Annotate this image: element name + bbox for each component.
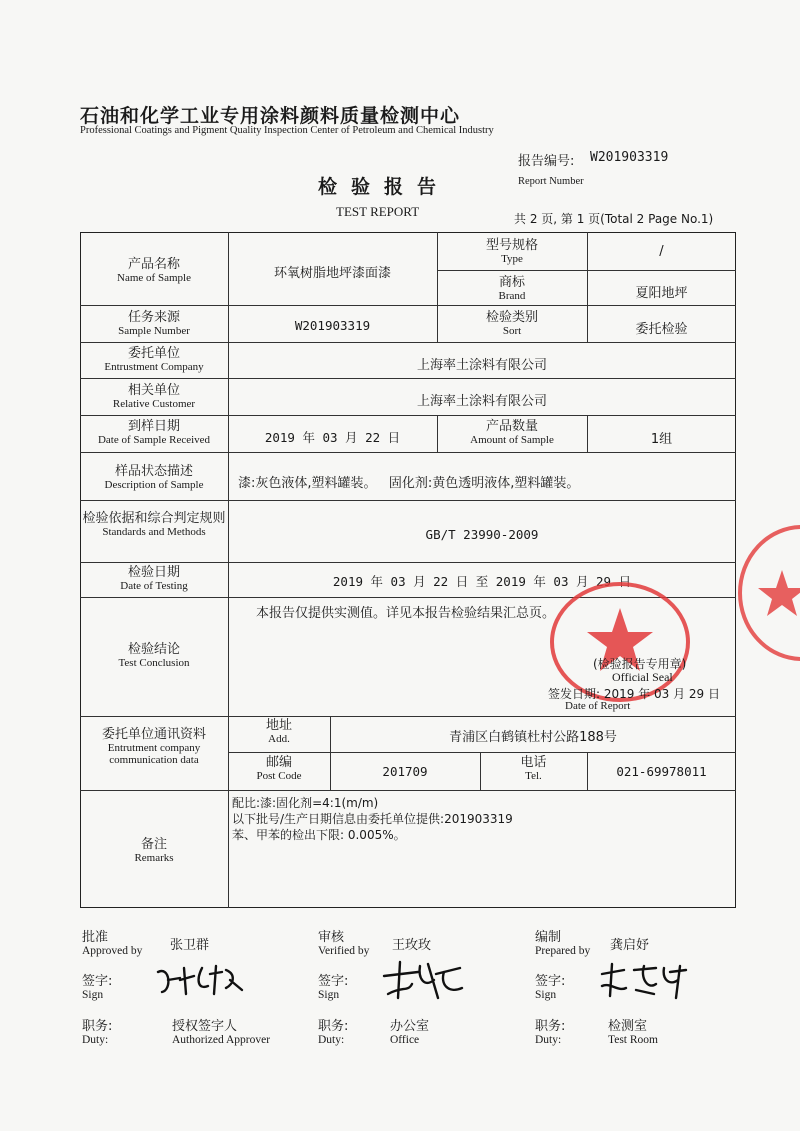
org-name-cn: 石油和化学工业专用涂料颜料质量检测中心 bbox=[80, 105, 461, 127]
remarks-text bbox=[232, 795, 513, 843]
date-testing-value: 2019 年 03 月 22 日 至 2019 年 03 月 29 日 bbox=[332, 574, 632, 589]
approved-name: 张卫群 bbox=[170, 938, 210, 953]
report-number-value: W201903319 bbox=[590, 150, 669, 165]
tel-value: 021-69978011 bbox=[616, 764, 707, 779]
verified-duty-value: 办公室 Office bbox=[390, 1019, 430, 1046]
prepared-name: 龚启妤 bbox=[610, 938, 650, 953]
prepared-duty-label: 职务: Duty: bbox=[535, 1019, 566, 1046]
prepared-signature-icon bbox=[596, 960, 696, 1002]
prepared-duty-value: 检测室 Test Room bbox=[608, 1019, 658, 1046]
sort-label: 检验类别 Sort bbox=[485, 310, 538, 338]
conclusion-label: 检验结论 Test Conclusion bbox=[118, 642, 190, 670]
verified-name: 王玫玫 bbox=[392, 938, 432, 953]
verified-signature-icon bbox=[378, 958, 468, 1004]
seal-caption-en: Official Seal bbox=[612, 670, 673, 684]
name-of-sample-value: 环氧树脂地坪漆面漆 bbox=[273, 266, 391, 281]
verified-sign-label: 签字: Sign bbox=[318, 974, 349, 1001]
brand-label: 商标 Brand bbox=[498, 275, 526, 303]
amount-label: 产品数量 Amount of Sample bbox=[470, 419, 554, 447]
sample-number-value: W201903319 bbox=[294, 318, 371, 333]
standards-value: GB/T 23990-2009 bbox=[425, 527, 539, 542]
prepared-label: 编制 Prepared by bbox=[535, 930, 591, 957]
approved-signature-icon bbox=[150, 960, 250, 1000]
postcode-label: 邮编 Post Code bbox=[256, 755, 302, 783]
type-label: 型号规格 Type bbox=[485, 238, 538, 266]
communication-label: 委托单位通讯资料 Entrutment company communication data bbox=[101, 727, 206, 767]
relative-customer-label: 相关单位 Relative Customer bbox=[112, 383, 196, 411]
description-value: 漆:灰色液体,塑料罐装。 固化剂:黄色透明液体,塑料罐装。 bbox=[238, 476, 580, 491]
description-label: 样品状态描述 Description of Sample bbox=[104, 464, 204, 492]
name-of-sample-label: 产品名称 Name of Sample bbox=[117, 257, 191, 285]
tel-label: 电话 Tel. bbox=[520, 755, 547, 783]
verified-label: 审核 Verified by bbox=[318, 930, 370, 957]
remarks-label: 备注 Remarks bbox=[134, 837, 174, 865]
approved-duty-label: 职务: Duty: bbox=[82, 1019, 113, 1046]
report-number-label: 报告编号: bbox=[518, 154, 575, 169]
postcode-value: 201709 bbox=[382, 764, 428, 779]
org-name-en: Professional Coatings and Pigment Quality Inspection Center of Petroleum and Chemical Industry bbox=[80, 125, 494, 136]
remarks-line: 配比:漆:固化剂=4:1(m/m) bbox=[232, 796, 379, 810]
brand-value: 夏阳地坪 bbox=[635, 286, 688, 301]
standards-label: 检验依据和综合判定规则 Standards and Methods bbox=[82, 511, 226, 539]
relative-customer-value: 上海率土涂料有限公司 bbox=[416, 394, 547, 409]
sample-number-label: 任务来源 Sample Number bbox=[118, 310, 190, 338]
sort-value: 委托检验 bbox=[635, 322, 688, 337]
entrustment-company-value: 上海率土涂料有限公司 bbox=[416, 358, 547, 373]
approved-label: 批准 Approved by bbox=[82, 930, 143, 957]
report-title-cn: 检验报告 bbox=[318, 176, 451, 198]
prepared-sign-label: 签字: Sign bbox=[535, 974, 566, 1001]
type-value: / bbox=[659, 244, 664, 259]
date-received-label: 到样日期 Date of Sample Received bbox=[97, 419, 211, 447]
approved-duty-value: 授权签字人 Authorized Approver bbox=[172, 1019, 271, 1046]
date-testing-label: 检验日期 Date of Testing bbox=[120, 565, 188, 593]
amount-value: 1组 bbox=[650, 432, 673, 447]
entrustment-company-label: 委托单位 Entrustment Company bbox=[104, 346, 204, 374]
conclusion-text: 本报告仅提供实测值。详见本报告检验结果汇总页。 bbox=[256, 606, 556, 621]
issue-date-label-en: Date of Report bbox=[565, 700, 631, 712]
date-received-value: 2019 年 03 月 22 日 bbox=[264, 430, 401, 445]
page-count: 共 2 页, 第 1 页(Total 2 Page No.1) bbox=[514, 212, 714, 226]
remarks-line: 苯、甲苯的检出下限: 0.005%。 bbox=[232, 828, 406, 842]
seal-edge-icon bbox=[730, 518, 800, 668]
approved-sign-label: 签字: Sign bbox=[82, 974, 113, 1001]
remarks-line: 以下批号/生产日期信息由委托单位提供:201903319 bbox=[232, 812, 513, 826]
address-value: 青浦区白鹤镇杜村公路188号 bbox=[449, 730, 617, 745]
address-label: 地址 Add. bbox=[265, 718, 292, 746]
seal-caption-cn: (检验报告专用章) bbox=[593, 657, 687, 671]
verified-duty-label: 职务: Duty: bbox=[318, 1019, 349, 1046]
report-number-label-en: Report Number bbox=[518, 176, 584, 187]
issue-date: 签发日期: 2019 年 03 月 29 日 bbox=[548, 687, 721, 701]
report-title-en: TEST REPORT bbox=[336, 204, 420, 219]
